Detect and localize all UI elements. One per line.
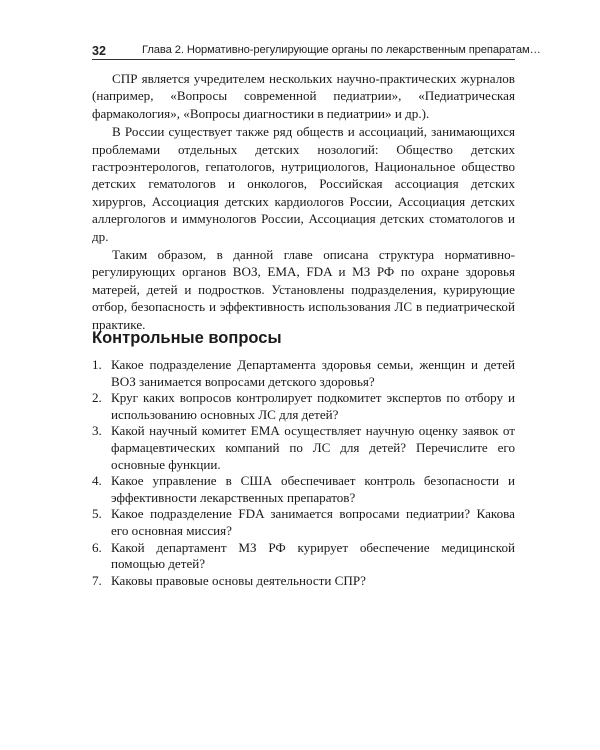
question-text: Круг каких вопросов контролирует подкомитет экспертов по отбору и использованию основных ЛС для детей?	[111, 390, 515, 422]
question-text: Каковы правовые основы деятельности СПР?	[111, 572, 366, 588]
question-number: 6.	[92, 539, 102, 555]
question-text: Какое управление в США обеспечивает контроль безопасности и эффективности лекарственных препаратов?	[111, 473, 515, 505]
question-number: 3.	[92, 423, 102, 439]
question-text: Какой департамент МЗ РФ курирует обеспечение медицинской помощью детей?	[111, 539, 515, 572]
page-header	[92, 44, 541, 60]
question-text: Какой научный комитет ЕМА осуществляет научную оценку заявок от фармацевтических компаний по ЛС для детей? Перечислите его основные функции.	[111, 423, 515, 472]
question-number: 5.	[92, 506, 102, 522]
section-heading: Контрольные вопросы	[92, 329, 282, 347]
list-item	[92, 506, 515, 539]
paragraph: СПР является учредителем нескольких научно-практических журналов (например, «Вопросы современной педиатрии», «Педиатрическая фармакология», «Вопросы диагностики в педиатрии» и др.).	[92, 71, 515, 121]
question-number: 4.	[92, 473, 102, 489]
body-text	[92, 70, 515, 334]
question-number: 7.	[92, 572, 102, 588]
list-item	[92, 540, 515, 573]
questions-list	[92, 357, 515, 589]
question-number: 1.	[92, 357, 102, 372]
question-text: Какое подразделение Департамента здоровья семьи, женщин и детей ВОЗ занимается вопросами детского здоровья?	[111, 357, 515, 389]
list-item	[92, 423, 515, 473]
list-item	[92, 390, 515, 423]
question-text: Какое подразделение FDA занимается вопросами педиатрии? Какова его основная миссия?	[111, 506, 515, 538]
paragraph: Таким образом, в данной главе описана структура нормативно-регулирующих органов ВОЗ, ЕМА, FDA и МЗ РФ по охране здоровья матерей, детей и подростков. Установлены подразделения, курирующие отбор, безопасность и эффективность использования ЛС в педиатрической практике.	[92, 247, 515, 332]
list-item	[92, 573, 515, 590]
page-number: 32	[92, 44, 106, 58]
paragraph: В России существует также ряд обществ и ассоциаций, занимающихся проблемами отдельных детских нозологий: Общество детских гастроэнтерологов, гепатологов, нутрициологов, Национальное общество детских гематологов и онкологов, Российская ассоциация детских хирургов, Ассоциация детских кардиологов России, Ассоциация детских аллергологов и иммунологов России, Ассоциация детских стоматологов и др.	[92, 124, 515, 244]
question-number: 2.	[92, 390, 102, 406]
list-item	[92, 473, 515, 506]
list-item	[92, 357, 515, 390]
running-title: Глава 2. Нормативно-регулирующие органы по лекарственным препаратам…	[142, 44, 541, 56]
